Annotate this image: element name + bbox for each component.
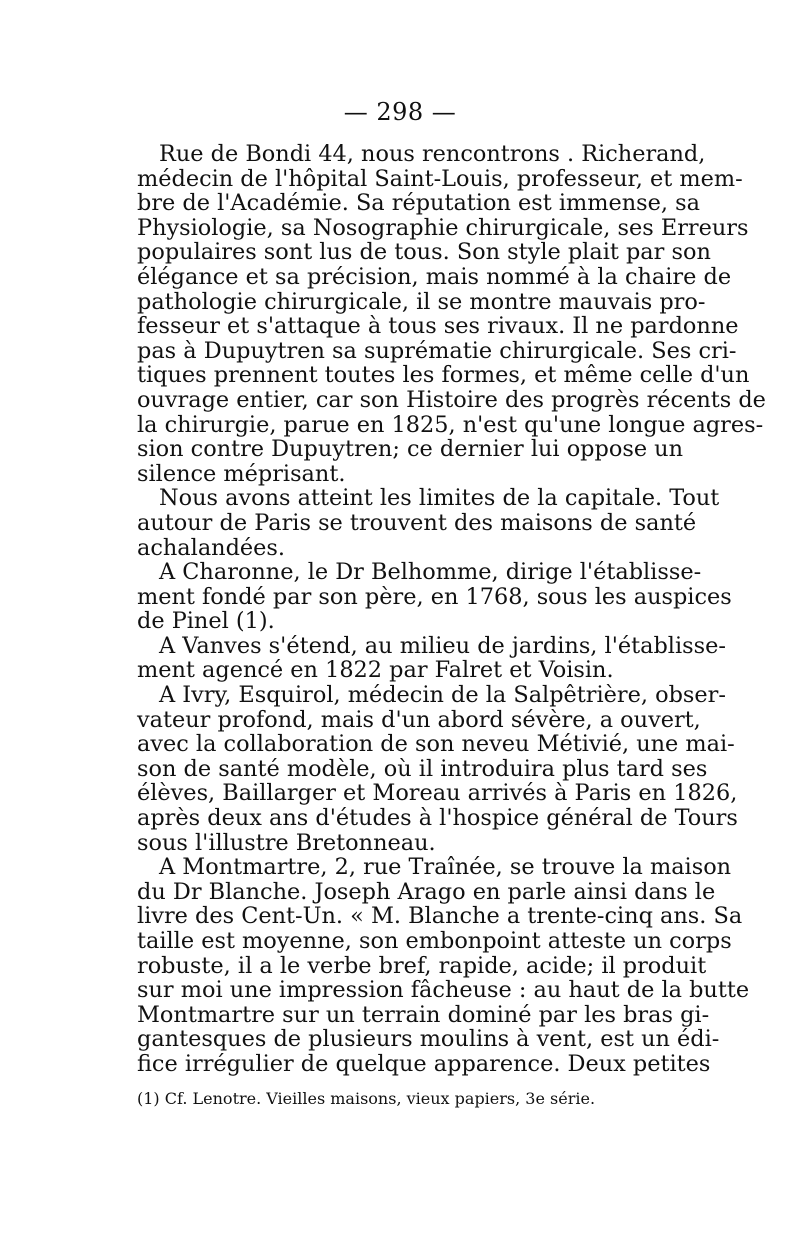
text-line: son de santé modèle, où il introduira plus tard ses <box>137 755 708 782</box>
body-text <box>137 141 766 1077</box>
text-line: sous l'illustre Bretonneau. <box>137 829 436 856</box>
footnote <box>137 1089 667 1109</box>
text-line: Rue de Bondi 44, nous rencontrons . Richerand, <box>159 141 706 167</box>
text-line: A Vanves s'étend, au milieu de jardins, l'établisse- <box>159 632 726 659</box>
text-line: fesseur et s'attaque à tous ses rivaux. Il ne pardonne <box>137 313 739 340</box>
text-line: taille est moyenne, son embonpoint atteste un corps <box>137 928 732 954</box>
text-line: après deux ans d'études à l'hospice général de Tours <box>137 805 738 832</box>
text-line: de Pinel (1). <box>137 608 275 635</box>
text-line: achalandées. <box>137 534 286 561</box>
text-line: vateur profond, mais d'un abord sévère, a ouvert, <box>137 706 701 733</box>
text-line: Physiologie, sa Nosographie chirurgicale, ses Erreurs <box>137 214 749 241</box>
text-line: pathologie chirurgicale, il se montre mauvais pro- <box>137 288 706 315</box>
text-line: élèves, Baillarger et Moreau arrivés à Paris en 1826, <box>137 780 738 807</box>
text-line: fice irrégulier de quelque apparence. Deux petites <box>137 1050 711 1077</box>
text-line: gantesques de plusieurs moulins à vent, est un édi- <box>137 1026 720 1053</box>
text-line: robuste, il a le verbe bref, rapide, acide; il produit <box>137 952 707 979</box>
text-line: tiques prennent toutes les formes, et même celle d'un <box>137 362 750 389</box>
text-line: Nous avons atteint les limites de la capitale. Tout <box>159 485 720 512</box>
text-line: populaires sont lus de tous. Son style plait par son <box>137 239 711 266</box>
text-line: ouvrage entier, car son Histoire des progrès récents de <box>137 386 766 413</box>
footnote-text: Cf. Lenotre. Vieilles maisons, vieux papiers, 3e série. <box>164 1089 596 1108</box>
footnote-marker: (1) <box>137 1089 160 1108</box>
text-line: médecin de l'hôpital Saint-Louis, professeur, et mem- <box>137 165 743 192</box>
page-number: — 298 — <box>343 98 457 126</box>
text-line: A Charonne, le Dr Belhomme, dirige l'établisse- <box>159 559 702 586</box>
text-line: avec la collaboration de son neveu Métivié, une mai- <box>137 731 735 758</box>
text-line: sur moi une impression fâcheuse : au haut de la butte <box>137 977 750 1004</box>
text-line: A Ivry, Esquirol, médecin de la Salpêtrière, obser- <box>159 682 726 709</box>
text-line: la chirurgie, parue en 1825, n'est qu'une longue agres- <box>137 411 764 438</box>
text-line: A Montmartre, 2, rue Traînée, se trouve la maison <box>159 854 732 881</box>
text-line: Montmartre sur un terrain dominé par les bras gi- <box>137 1001 710 1028</box>
text-line: ment agencé en 1822 par Falret et Voisin. <box>137 657 614 684</box>
text-line: sion contre Dupuytren; ce dernier lui oppose un <box>137 436 684 463</box>
text-line: du Dr Blanche. Joseph Arago en parle ainsi dans le <box>137 878 716 905</box>
text-line: livre des Cent-Un. « M. Blanche a trente-cinq ans. Sa <box>137 903 743 930</box>
text-line: ment fondé par son père, en 1768, sous les auspices <box>137 583 732 610</box>
text-line: autour de Paris se trouvent des maisons de santé <box>137 509 697 536</box>
text-line: pas à Dupuytren sa suprématie chirurgicale. Ses cri- <box>137 337 737 364</box>
text-line: bre de l'Académie. Sa réputation est immense, sa <box>137 190 700 217</box>
text-line: silence méprisant. <box>137 460 346 487</box>
text-line: élégance et sa précision, mais nommé à la chaire de <box>137 263 732 290</box>
